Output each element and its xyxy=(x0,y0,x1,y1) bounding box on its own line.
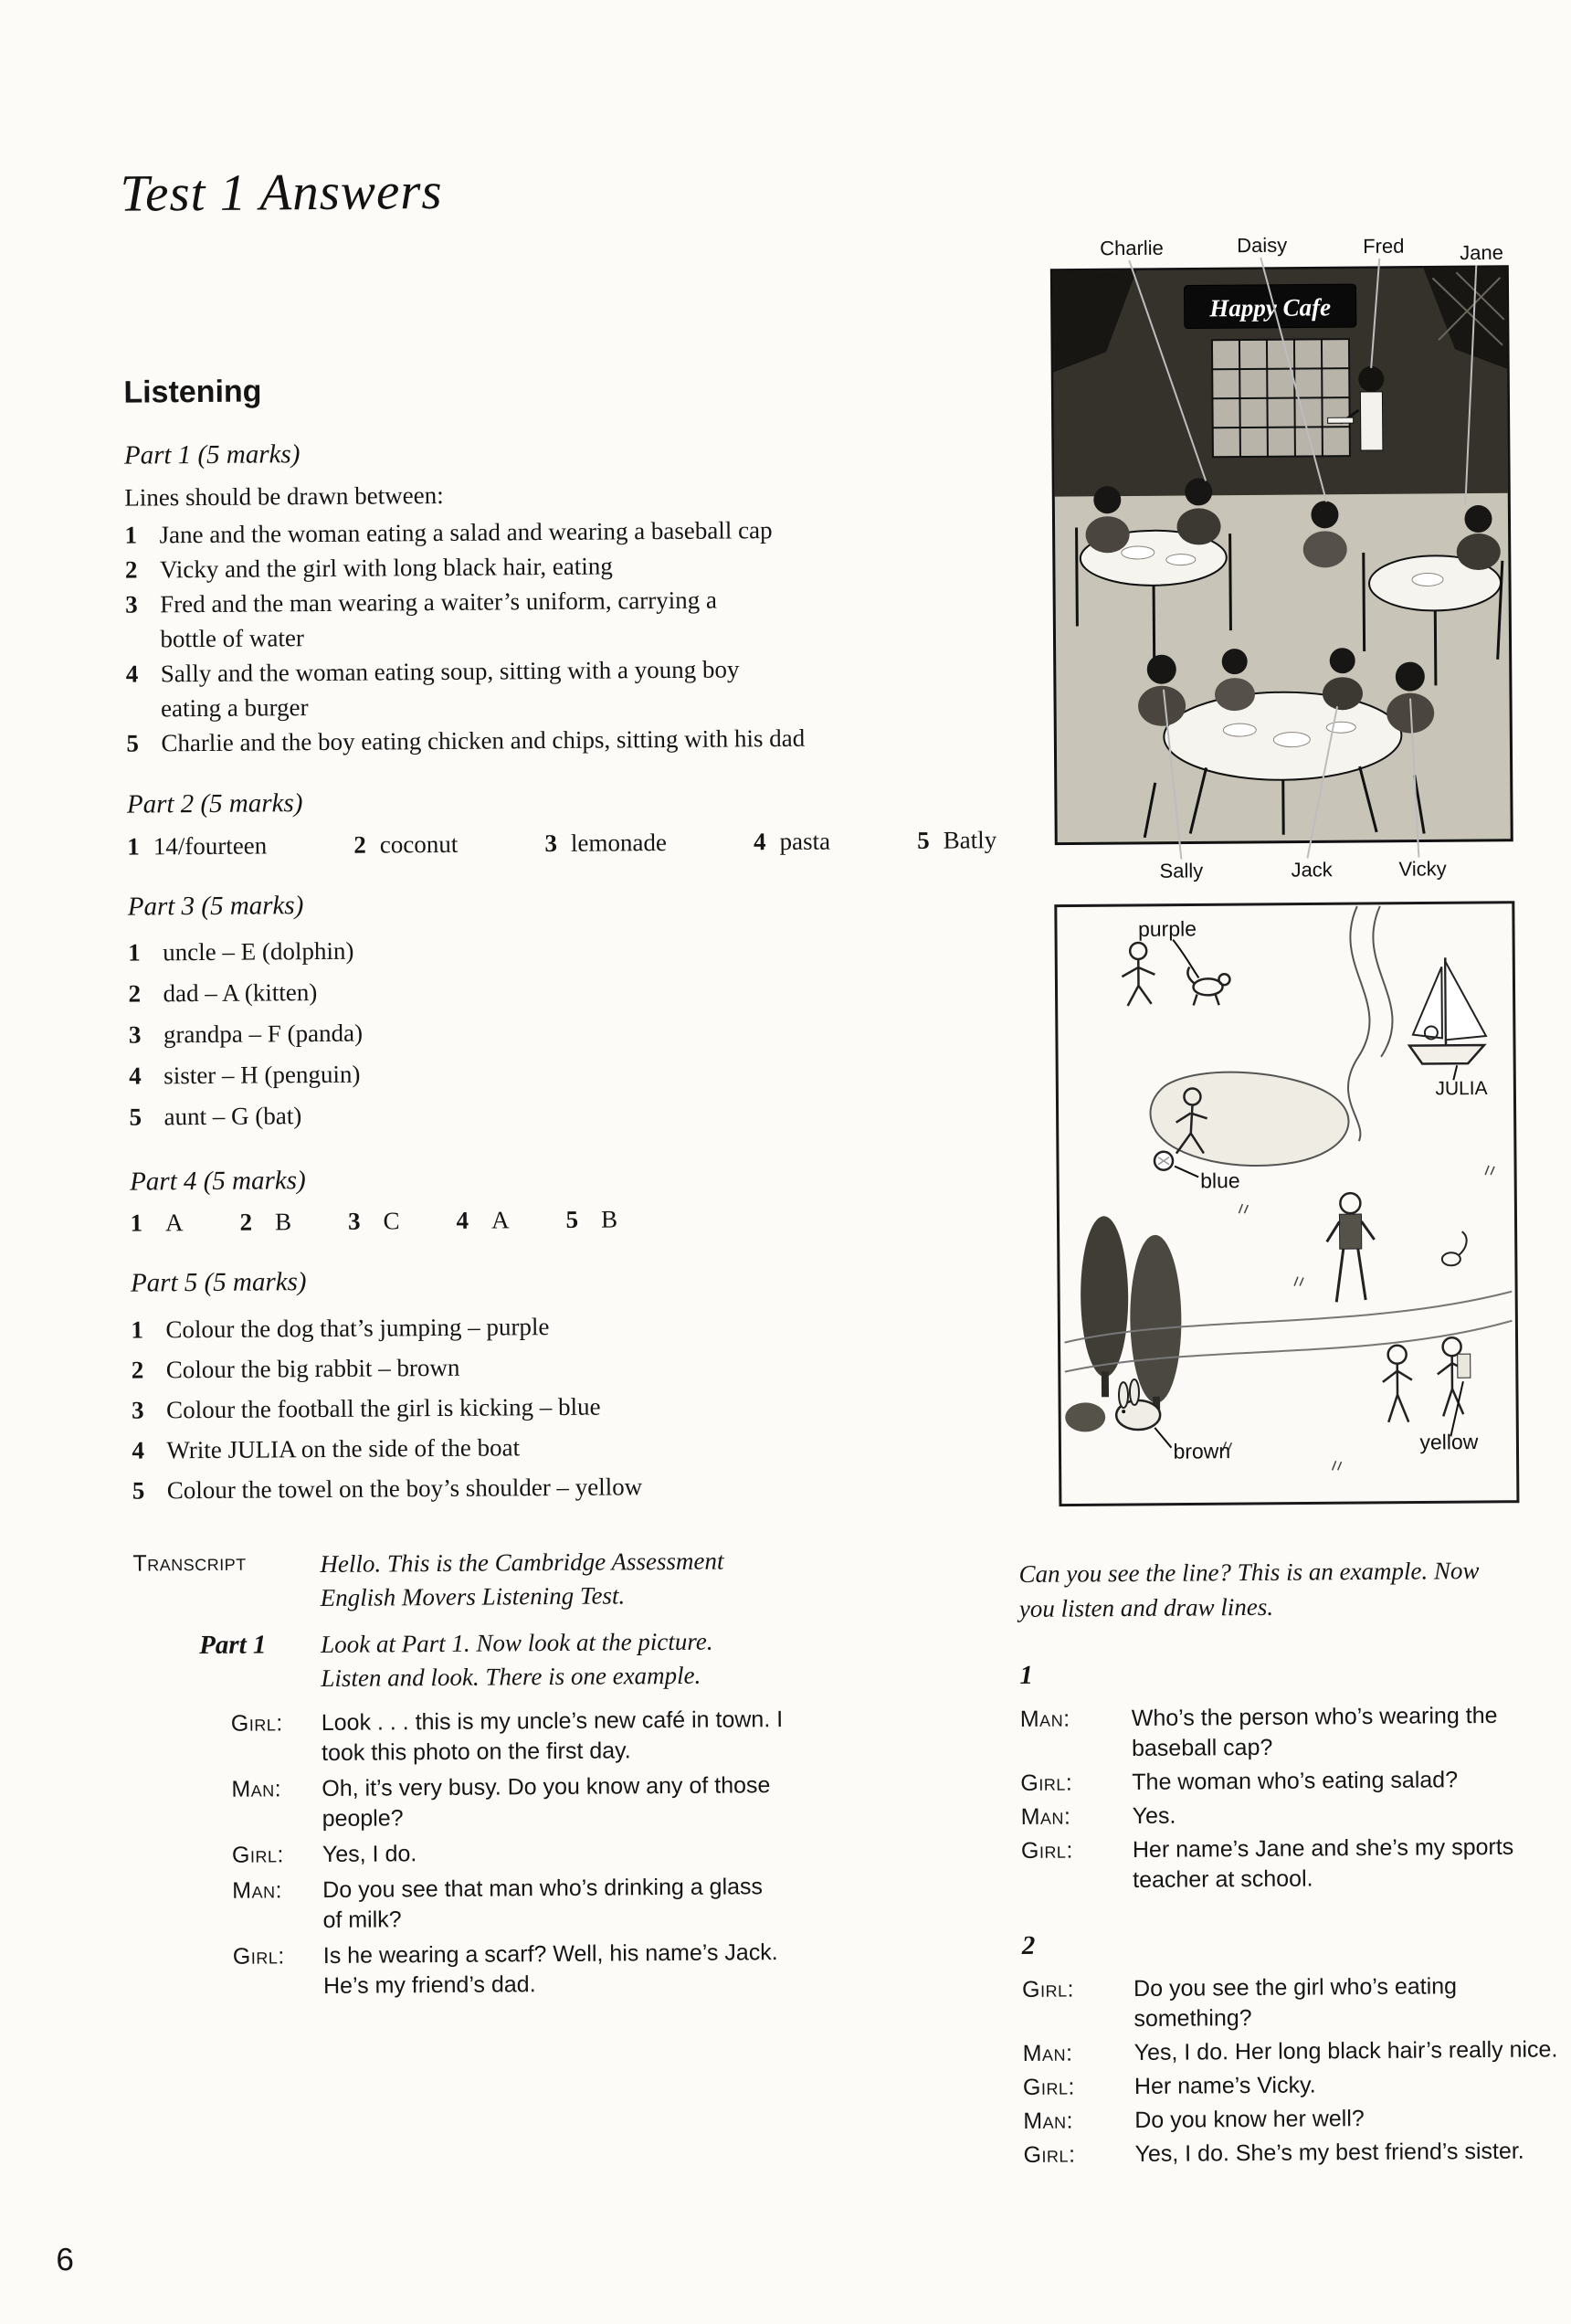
park-figure xyxy=(1054,901,1523,1509)
dialog-text: Look . . . this is my uncle’s new café in town. I took this photo on the first day. xyxy=(321,1706,784,1766)
answer-number: 1 xyxy=(130,1209,143,1237)
answer-text: Write JULIA on the side of the boat xyxy=(166,1432,521,1464)
section-number: 1 xyxy=(1019,1660,1034,1691)
answer-text: aunt – G (bat) xyxy=(163,1102,302,1131)
answer-text: Batly xyxy=(943,825,997,854)
answer-pair xyxy=(130,1208,183,1241)
answer-line xyxy=(129,1090,998,1137)
answer-number: 1 xyxy=(128,938,141,967)
answer-line xyxy=(129,1049,998,1096)
answer-text: Colour the towel on the boy’s shoulder – yellow xyxy=(166,1472,643,1505)
dialog-row xyxy=(1021,1798,1558,1833)
page-number: 6 xyxy=(56,2242,75,2278)
answer-line xyxy=(128,925,997,973)
answer-number: 1 xyxy=(127,832,140,861)
answer-pair xyxy=(754,825,830,858)
part1-answer-list xyxy=(124,512,996,761)
cafe-label-daisy: Daisy xyxy=(1237,233,1288,258)
answer-pair xyxy=(544,827,667,860)
answers-column xyxy=(123,367,1006,2008)
answer-number: 2 xyxy=(128,979,142,1008)
dialog-row xyxy=(1022,1970,1560,2035)
cafe-label-jane: Jane xyxy=(1460,240,1504,265)
part5-heading: Part 5 (5 marks) xyxy=(130,1267,307,1299)
speaker-label: Girl: xyxy=(1022,2074,1075,2100)
answer-text: pasta xyxy=(779,827,831,855)
dialog-text: Do you see that man who’s drinking a glass of milk? xyxy=(322,1873,764,1933)
answer-line xyxy=(132,1423,1001,1470)
answer-text: Colour the football the girl is kicking – blue xyxy=(165,1392,601,1424)
speaker-label: Man: xyxy=(1023,2107,1074,2134)
listening-heading: Listening xyxy=(123,374,262,410)
answer-text: B xyxy=(600,1205,618,1233)
answer-line xyxy=(132,1383,1001,1430)
speaker-label: Girl: xyxy=(231,1842,284,1868)
dialog-text: Is he wearing a scarf? Well, his name’s Jack. He’s my friend’s dad. xyxy=(322,1938,778,1999)
answer-text: Fred and the man wearing a waiter’s uniform, carrying a bottle of water xyxy=(160,586,718,653)
transcript-section xyxy=(132,1542,1006,2002)
answer-text: uncle – E (dolphin) xyxy=(163,936,354,967)
answer-pair xyxy=(456,1205,509,1238)
answer-line xyxy=(129,1008,998,1055)
answer-pair xyxy=(127,829,267,862)
answer-number: 3 xyxy=(128,1020,142,1049)
answer-pair xyxy=(565,1204,617,1237)
answer-pair xyxy=(917,824,996,857)
dialog-row xyxy=(135,1870,1005,1937)
answer-line xyxy=(131,1303,1000,1349)
cafe-label-jack: Jack xyxy=(1291,858,1333,882)
answer-number: 5 xyxy=(565,1206,579,1234)
answer-number: 2 xyxy=(124,556,138,585)
part1-heading: Part 1 (5 marks) xyxy=(123,438,300,470)
cafe-illustration xyxy=(1049,230,1518,888)
page-title: Test 1 Answers xyxy=(120,162,443,223)
speaker-label: Girl: xyxy=(232,1943,285,1970)
answer-text: Charlie and the boy eating chicken and chips, sitting with his dad xyxy=(161,724,806,757)
answer-text: 14/fourteen xyxy=(153,831,268,861)
answer-number: 3 xyxy=(125,591,138,619)
speaker-label: Girl: xyxy=(230,1710,283,1737)
answer-number: 3 xyxy=(347,1207,361,1236)
speaker-label: Girl: xyxy=(1020,1837,1073,1864)
answer-line xyxy=(132,1343,1001,1389)
dialog-text: Yes. xyxy=(1132,1802,1176,1830)
answer-pair xyxy=(239,1207,291,1240)
answer-text: lemonade xyxy=(570,828,668,857)
speaker-label: Man: xyxy=(1019,1706,1070,1733)
dialog-text: Oh, it’s very busy. Do you know any of those people? xyxy=(322,1771,771,1832)
answer-number: 1 xyxy=(124,522,138,550)
part3-answer-list xyxy=(128,925,999,1137)
transcript-right-column xyxy=(1018,1552,1560,2174)
answer-line xyxy=(126,650,996,726)
part2-heading: Part 2 (5 marks) xyxy=(126,788,303,820)
dialog-row xyxy=(1020,1700,1558,1765)
part2-answer-row xyxy=(127,824,996,863)
part4-answer-row xyxy=(130,1200,999,1240)
speaker-label: Girl: xyxy=(1020,1769,1073,1796)
dialog-row xyxy=(134,1703,1004,1769)
dialog-text: Do you see the girl who’s eating something? xyxy=(1133,1973,1458,2033)
dialog-text: Yes, I do. Her long black hair’s really nice. xyxy=(1133,2036,1558,2066)
answer-text: Vicky and the girl with long black hair, eating xyxy=(159,552,613,584)
answer-text: Sally and the woman eating soup, sitting with a young boy eating a burger xyxy=(160,655,740,723)
park-label-yellow: yellow xyxy=(1419,1430,1479,1454)
example-note: Can you see the line? This is an example. Now you listen and draw lines. xyxy=(1018,1557,1480,1623)
dialog-row xyxy=(1020,1764,1557,1799)
answer-text: B xyxy=(274,1208,292,1236)
answer-line xyxy=(126,720,996,761)
answer-number: 4 xyxy=(132,1436,145,1464)
dialog-row xyxy=(1023,2136,1560,2171)
dialog-row xyxy=(134,1769,1004,1835)
dialog-text: Yes, I do. She’s my best friend’s sister. xyxy=(1134,2138,1524,2168)
answer-number: 2 xyxy=(353,830,366,859)
speaker-label: Girl: xyxy=(1022,1976,1075,2002)
speaker-label: Girl: xyxy=(1023,2141,1076,2168)
park-label-blue: blue xyxy=(1200,1168,1240,1193)
park-label-purple: purple xyxy=(1137,916,1197,941)
answer-text: A xyxy=(164,1209,184,1237)
speaker-label: Man: xyxy=(1022,2040,1073,2066)
dialog-row xyxy=(1023,2068,1560,2103)
cafe-label-charlie: Charlie xyxy=(1100,236,1164,260)
answer-text: Colour the dog that’s jumping – purple xyxy=(165,1312,550,1344)
answer-number: 4 xyxy=(456,1207,469,1235)
cafe-label-fred: Fred xyxy=(1363,234,1405,259)
dialog-text: Do you know her well? xyxy=(1134,2106,1365,2134)
dialog-row xyxy=(1021,1832,1559,1896)
cafe-sign: Happy Cafe xyxy=(1209,293,1332,322)
cafe-figure xyxy=(1049,230,1518,888)
answer-line xyxy=(125,581,996,657)
dialog-text: Her name’s Jane and she’s my sports teacher at school. xyxy=(1132,1833,1514,1894)
answer-line xyxy=(125,546,995,587)
speaker-label: Man: xyxy=(1020,1803,1071,1830)
dialog-text: Her name’s Vicky. xyxy=(1133,2072,1316,2100)
answer-number: 5 xyxy=(917,826,930,854)
answer-text: Jane and the woman eating a salad and wearing a baseball cap xyxy=(159,516,773,549)
dialog-text: Yes, I do. xyxy=(322,1840,417,1867)
speaker-label: Man: xyxy=(231,1776,282,1802)
transcript-intro: Hello. This is the Cambridge Assessment English Movers Listening Test. xyxy=(320,1547,724,1611)
answer-pair xyxy=(353,829,458,861)
answer-number: 5 xyxy=(126,730,139,758)
park-label-brown: brown xyxy=(1173,1439,1231,1463)
dialog-row xyxy=(135,1834,1005,1871)
transcript-part-row xyxy=(133,1622,1004,1696)
part5-answer-list xyxy=(131,1303,1002,1510)
answer-text: A xyxy=(490,1206,510,1234)
answer-number: 4 xyxy=(125,660,139,689)
dialog-row xyxy=(136,1936,1006,2002)
section-number: 2 xyxy=(1021,1930,1036,1960)
answer-text: dad – A (kitten) xyxy=(163,978,318,1008)
transcript-label: Transcript xyxy=(132,1549,247,1577)
transcript-part-label: Part 1 xyxy=(199,1630,267,1660)
transcript-part-intro: Look at Part 1. Now look at the picture. Listen and look. There is one example. xyxy=(321,1627,713,1692)
answer-number: 5 xyxy=(132,1476,145,1505)
answer-text: grandpa – F (panda) xyxy=(163,1019,364,1049)
park-label-julia: JULIA xyxy=(1435,1077,1488,1100)
part3-heading: Part 3 (5 marks) xyxy=(127,890,304,922)
cafe-label-vicky: Vicky xyxy=(1398,857,1447,881)
answer-number: 1 xyxy=(131,1315,144,1344)
answer-line xyxy=(128,967,997,1014)
answer-number: 2 xyxy=(131,1356,144,1384)
answer-text: coconut xyxy=(379,829,459,859)
dialog-row xyxy=(1023,2034,1560,2069)
answer-pair xyxy=(348,1206,400,1239)
park-illustration xyxy=(1054,901,1523,1509)
dialog-text: The woman who’s eating salad? xyxy=(1132,1767,1459,1796)
answer-text: C xyxy=(383,1207,400,1235)
speaker-label: Man: xyxy=(232,1877,283,1904)
answer-number: 3 xyxy=(131,1396,144,1424)
answer-text: sister – H (penguin) xyxy=(163,1060,361,1090)
dialog-text: Who’s the person who’s wearing the baseball cap? xyxy=(1131,1702,1498,1762)
cafe-label-sally: Sally xyxy=(1159,859,1204,882)
answer-line xyxy=(132,1463,1002,1510)
answer-number: 5 xyxy=(129,1103,142,1131)
part1-intro: Lines should be drawn between: xyxy=(124,481,444,512)
part4-heading: Part 4 (5 marks) xyxy=(130,1166,306,1197)
answer-number: 4 xyxy=(129,1062,142,1090)
answer-number: 2 xyxy=(239,1208,253,1237)
answer-number: 4 xyxy=(753,827,766,855)
answer-number: 3 xyxy=(544,829,558,857)
dialog-row xyxy=(1023,2102,1560,2137)
transcript-intro-row xyxy=(132,1542,1003,1616)
answer-text: Colour the big rabbit – brown xyxy=(165,1353,460,1384)
